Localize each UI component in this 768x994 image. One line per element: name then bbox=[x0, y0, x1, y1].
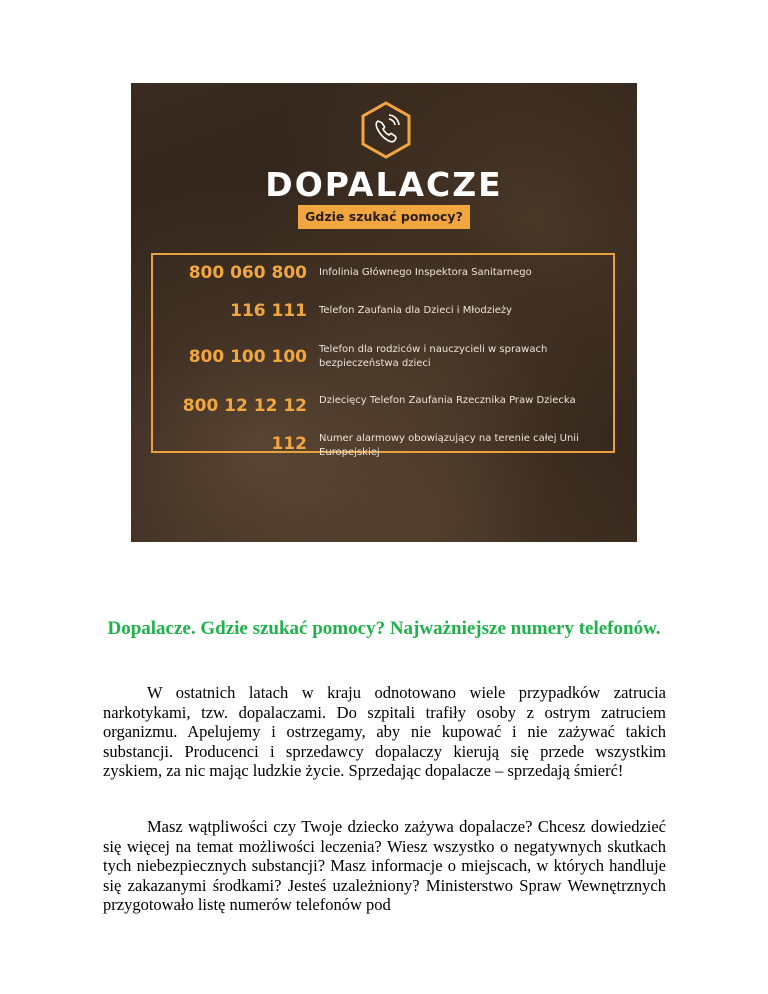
poster-badge: Gdzie szukać pomocy? bbox=[298, 205, 470, 229]
poster-title: DOPALACZE bbox=[265, 165, 503, 204]
hotline-number: 116 111 bbox=[230, 301, 307, 321]
hotline-number: 112 bbox=[271, 434, 307, 454]
article-paragraph: Masz wątpliwości czy Twoje dziecko zażywa dopalacze? Chcesz dowiedzieć się więcej na temat możliwości leczenia? Wiesz wszystko o negatywnych skutkach tych niebezpiecznych substancji? Masz informacje o miejscach, w których handluje się zakazanymi środkami? Jesteś uzależniony? Ministerstwo Spraw Wewnętrznych przygotowało listę numerów telefonów pod bbox=[103, 817, 666, 914]
phone-hexagon-icon bbox=[360, 101, 412, 159]
article-heading: Dopalacze. Gdzie szukać pomocy? Najważniejsze numery telefonów. bbox=[107, 618, 661, 639]
article-paragraph: W ostatnich latach w kraju odnotowano wiele przypadków zatrucia narkotykami, tzw. dopalaczami. Do szpitali trafiły osoby z ostrym zatruciem organizmu. Apelujemy i ostrzegamy, aby nie kupować i nie zażywać takich substancji. Producenci i sprzedawcy dopalaczy kierują się przede wszystkim zyskiem, za nic mając ludzkie życie. Sprzedając dopalacze – sprzedają śmierć! bbox=[103, 683, 666, 780]
hotline-description: Telefon dla rodziców i nauczycieli w sprawach bezpieczeństwa dzieci bbox=[319, 344, 548, 369]
hotline-number: 800 100 100 bbox=[188, 347, 307, 367]
hotline-number: 800 12 12 12 bbox=[182, 396, 307, 416]
hotline-number: 800 060 800 bbox=[188, 263, 307, 283]
hotline-description: Dziecięcy Telefon Zaufania Rzecznika Praw Dziecka bbox=[319, 395, 576, 406]
hotline-description: Numer alarmowy obowiązujący na terenie całej Unii Europejskiej bbox=[319, 433, 579, 458]
hotline-description: Telefon Zaufania dla Dzieci i Młodzieży bbox=[319, 305, 513, 316]
poster-image bbox=[131, 83, 637, 542]
hotline-description: Infolinia Głównego Inspektora Sanitarnego bbox=[319, 267, 532, 278]
